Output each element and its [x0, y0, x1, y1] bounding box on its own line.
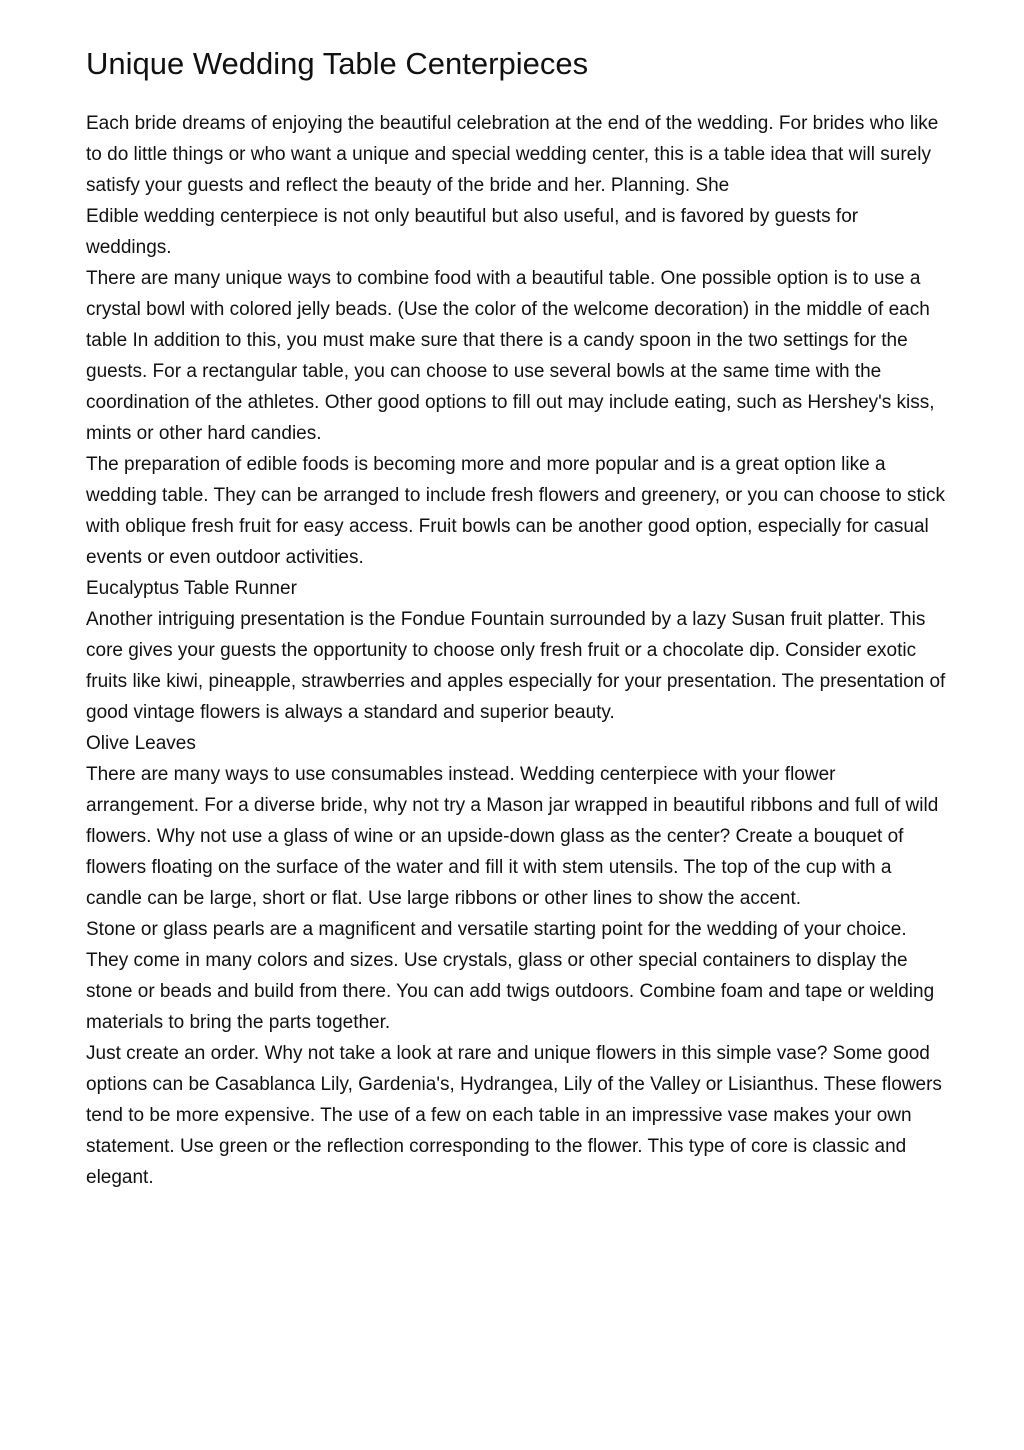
subheading-eucalyptus-table-runner: Eucalyptus Table Runner — [86, 578, 297, 599]
paragraph-food-combinations: There are many unique ways to combine food with a beautiful table. One possible option is to use a crystal bowl with colored jelly beads. (Use the color of the welcome decoration) in the middle of each table In addition to this, you must make sure that there is a candy spoon in the two settings for the guests. For a rectangular table, you can choose to use several bowls at the same time with the coordination of the athletes. Other good options to fill out may include eating, such as Hershey's kiss, mints or other hard candies. — [86, 268, 935, 444]
paragraph-edible-centerpiece: Edible wedding centerpiece is not only beautiful but also useful, and is favored by guests for weddings. — [86, 206, 859, 258]
paragraph-edible-foods: The preparation of edible foods is becoming more and more popular and is a great option like a wedding table. They can be arranged to include fresh flowers and greenery, or you can choose to stick with oblique fresh fruit for easy access. Fruit bowls can be another good option, especially for casual events or even outdoor activities. — [86, 454, 946, 568]
paragraph-stone-glass-pearls: Stone or glass pearls are a magnificent and versatile starting point for the wedding of your choice. They come in many colors and sizes. Use crystals, glass or other special containers to display the stone or beads and build from there. You can add twigs outdoors. Combine foam and tape or welding materials to bring the parts together. — [86, 919, 935, 1033]
paragraph-intro: Each bride dreams of enjoying the beautiful celebration at the end of the wedding. For brides who like to do little things or who want a unique and special wedding center, this is a table idea that will surely satisfy your guests and reflect the beauty of the bride and her. Planning. She — [86, 113, 939, 196]
subheading-olive-leaves: Olive Leaves — [86, 733, 196, 754]
paragraph-consumables: There are many ways to use consumables instead. Wedding centerpiece with your flower arrangement. For a diverse bride, why not try a Mason jar wrapped in beautiful ribbons and full of wild flowers. Why not use a glass of wine or an upside-down glass as the center? Create a bouquet of flowers floating on the surface of the water and fill it with stem utensils. The top of the cup with a candle can be large, short or flat. Use large ribbons or other lines to show the accent. — [86, 764, 939, 909]
document-page — [86, 44, 946, 1193]
paragraph-rare-flowers: Just create an order. Why not take a look at rare and unique flowers in this simple vase? Some good options can be Casablanca Lily, Gardenia's, Hydrangea, Lily of the Valley or Lisianthus. These flowers tend to be more expensive. The use of a few on each table in an impressive vase makes your own statement. Use green or the reflection corresponding to the flower. This type of core is classic and elegant. — [86, 1043, 942, 1188]
document-title: Unique Wedding Table Centerpieces — [86, 46, 589, 81]
paragraph-fondue-fountain: Another intriguing presentation is the Fondue Fountain surrounded by a lazy Susan fruit platter. This core gives your guests the opportunity to choose only fresh fruit or a chocolate dip. Consider exotic fruits like kiwi, pineapple, strawberries and apples especially for your presentation. The presentation of good vintage flowers is always a standard and superior beauty. — [86, 609, 946, 723]
